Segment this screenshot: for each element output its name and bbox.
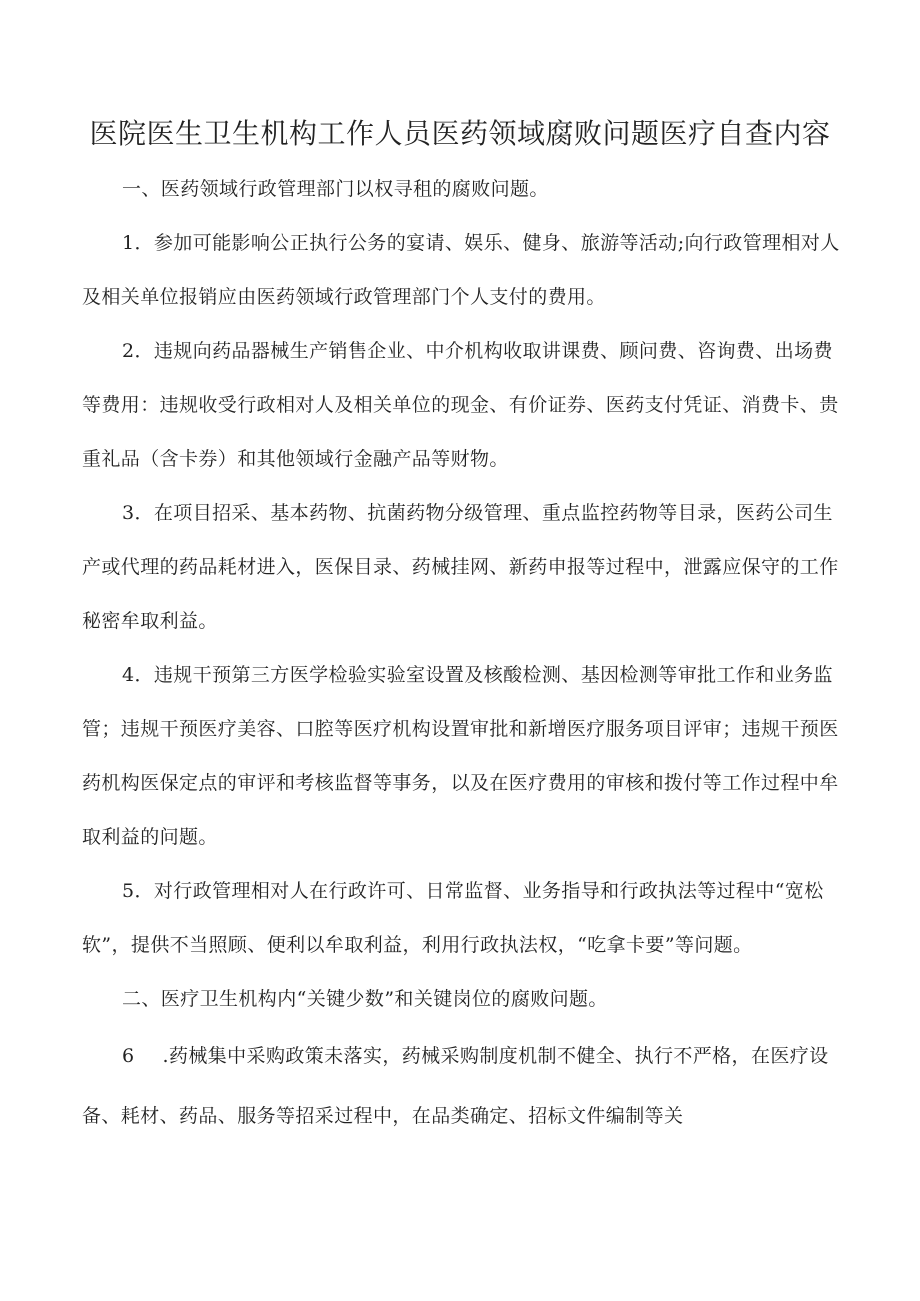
item-3-paragraph: 3．在项目招采、基本药物、抗菌药物分级管理、重点监控药物等目录，医药公司生产或代理的药品耗材进入，医保目录、药械挂网、新药申报等过程中，泄露应保守的工作秘密牟取利益。 <box>82 502 839 632</box>
item-6-number: 6 <box>122 1045 135 1067</box>
section-heading-2: 二、医疗卫生机构内“关键少数”和关键岗位的腐败问题。 <box>122 988 608 1010</box>
section-heading-1: 一、医药领域行政管理部门以权寻租的腐败问题。 <box>122 178 549 200</box>
document-title: 医院医生卫生机构工作人员医药领域腐败问题医疗自查内容 <box>89 117 831 150</box>
item-2-paragraph: 2．违规向药品器械生产销售企业、中介机构收取讲课费、顾问费、咨询费、出场费等费用：违规收受行政相对人及相关单位的现金、有价证券、医药支付凭证、消费卡、贵重礼品（含卡券）和其他领域行金融产品等财物。 <box>82 340 839 470</box>
item-6-paragraph <box>82 1026 842 1146</box>
item-6-text: .药械集中采购政策未落实，药械采购制度机制不健全、执行不严格，在医疗设备、耗材、药品、服务等招采过程中，在品类确定、招标文件编制等关 <box>82 1045 829 1127</box>
item-1-paragraph: 1．参加可能影响公正执行公务的宴请、娱乐、健身、旅游等活动;向行政管理相对人及相关单位报销应由医药领域行政管理部门个人支付的费用。 <box>82 232 840 308</box>
item-5-paragraph: 5．对行政管理相对人在行政许可、日常监督、业务指导和行政执法等过程中“宽松软”，提供不当照顾、便利以牟取利益，利用行政执法权，“吃拿卡要”等问题。 <box>82 880 824 956</box>
item-4-paragraph: 4．违规干预第三方医学检验实验室设置及核酸检测、基因检测等审批工作和业务监管；违规干预医疗美容、口腔等医疗机构设置审批和新增医疗服务项目评审；违规干预医药机构医保定点的审评和考核监督等事务，以及在医疗费用的审核和拨付等工作过程中牟取利益的问题。 <box>82 664 839 848</box>
